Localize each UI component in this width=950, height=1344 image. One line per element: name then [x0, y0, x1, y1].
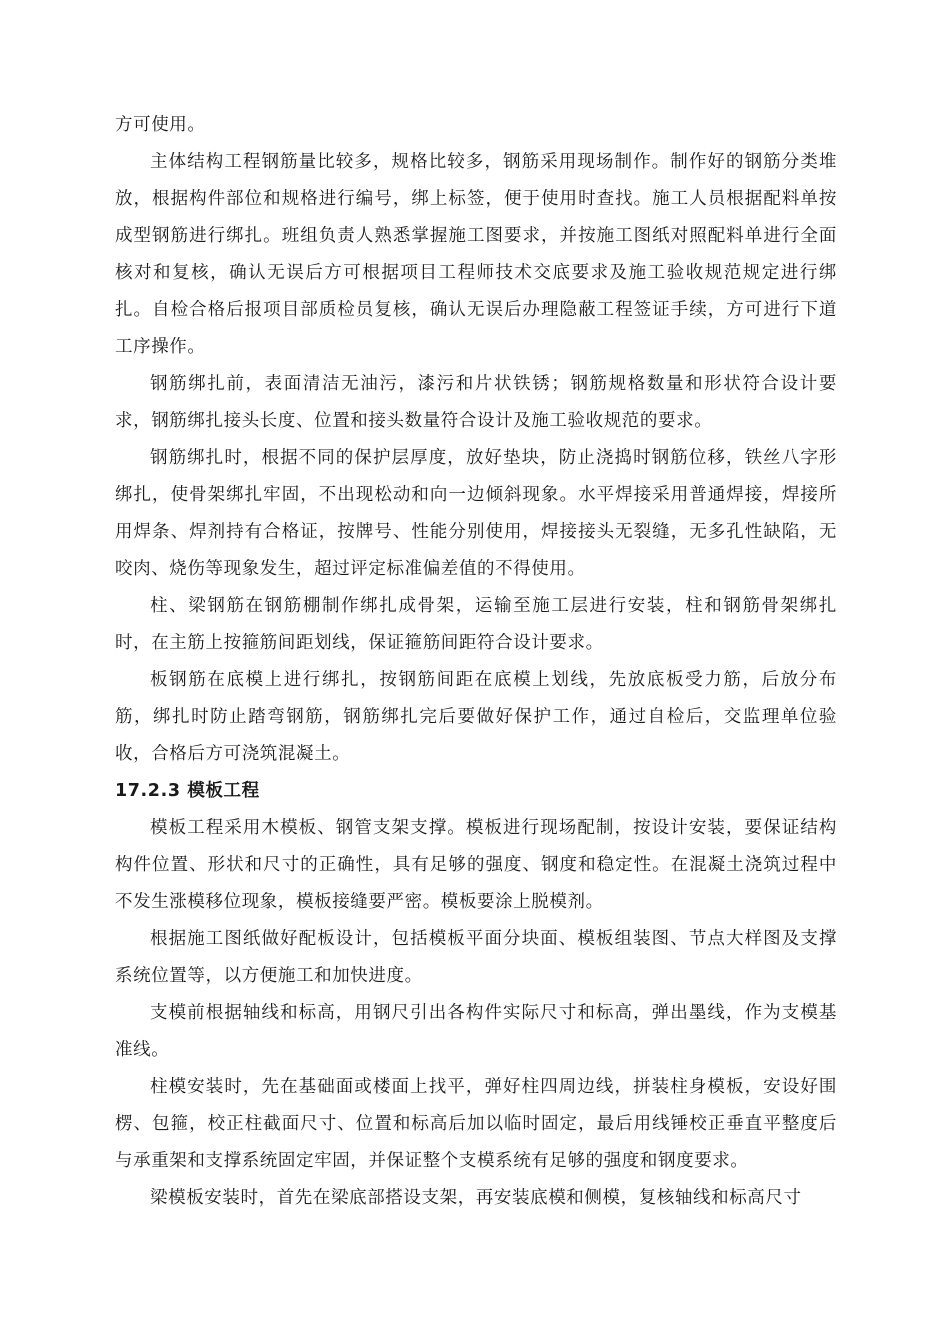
paragraph-rebar-binding-welding: 钢筋绑扎时，根据不同的保护层厚度，放好垫块，防止浇捣时钢筋位移，铁丝八字形绑扎，使骨架绑扎牢固，不出现松动和向一边倾斜现象。水平焊接采用普通焊接，焊接所用焊条、焊剂持有合格证，按牌号、性能分别使用，焊接接头无裂缝，无多孔性缺陷，无咬肉、烧伤等现象发生，超过评定标准偏差值的不得使用。 — [115, 448, 837, 579]
paragraph-slab-rebar: 板钢筋在底模上进行绑扎，按钢筋间距在底模上划线，先放底板受力筋，后放分布筋，绑扎时防止踏弯钢筋，钢筋绑扎完后要做好保护工作，通过自检后，交监理单位验收，合格后方可浇筑混凝土。 — [115, 670, 837, 764]
section-heading-formwork: 17.2.3 模板工程 — [115, 781, 260, 801]
document-page — [115, 107, 837, 1217]
paragraph-column-beam-rebar: 柱、梁钢筋在钢筋棚制作绑扎成骨架，运输至施工层进行安装，柱和钢筋骨架绑扎时，在主筋上按箍筋间距划线，保证箍筋间距符合设计要求。 — [115, 596, 837, 653]
paragraph-formwork-baseline: 支模前根据轴线和标高，用钢尺引出各构件实际尺寸和标高，弹出墨线，作为支模基准线。 — [115, 1003, 837, 1060]
paragraph-formwork-overview: 模板工程采用木模板、钢管支架支撑。模板进行现场配制，按设计安装，要保证结构构件位置、形状和尺寸的正确性，具有足够的强度、钢度和稳定性。在混凝土浇筑过程中不发生涨模移位现象，模板接缝要严密。模板要涂上脱模剂。 — [115, 818, 837, 912]
paragraph-column-formwork: 柱模安装时，先在基础面或楼面上找平，弹好柱四周边线，拼装柱身模板，安设好围楞、包箍，校正柱截面尺寸、位置和标高后加以临时固定，最后用线锤校正垂直平整度后与承重架和支撑系统固定牢固，并保证整个支模系统有足够的强度和钢度要求。 — [115, 1077, 837, 1171]
paragraph-continuation: 方可使用。 — [115, 115, 206, 135]
paragraph-rebar-before-binding: 钢筋绑扎前，表面清洁无油污，漆污和片状铁锈；钢筋规格数量和形状符合设计要求，钢筋绑扎接头长度、位置和接头数量符合设计及施工验收规范的要求。 — [115, 374, 837, 431]
paragraph-beam-formwork: 梁模板安装时，首先在梁底部搭设支架，再安装底模和侧模，复核轴线和标高尺寸 — [150, 1188, 802, 1208]
paragraph-rebar-fabrication: 主体结构工程钢筋量比较多，规格比较多，钢筋采用现场制作。制作好的钢筋分类堆放，根据构件部位和规格进行编号，绑上标签，便于使用时查找。施工人员根据配料单按成型钢筋进行绑扎。班组负责人熟悉掌握施工图要求，并按施工图纸对照配料单进行全面核对和复核，确认无误后方可根据项目工程师技术交底要求及施工验收规范规定进行绑扎。自检合格后报项目部质检员复核，确认无误后办理隐蔽工程签证手续，方可进行下道工序操作。 — [115, 152, 837, 357]
paragraph-formwork-design: 根据施工图纸做好配板设计，包括模板平面分块面、模板组装图、节点大样图及支撑系统位置等，以方便施工和加快进度。 — [115, 929, 837, 986]
